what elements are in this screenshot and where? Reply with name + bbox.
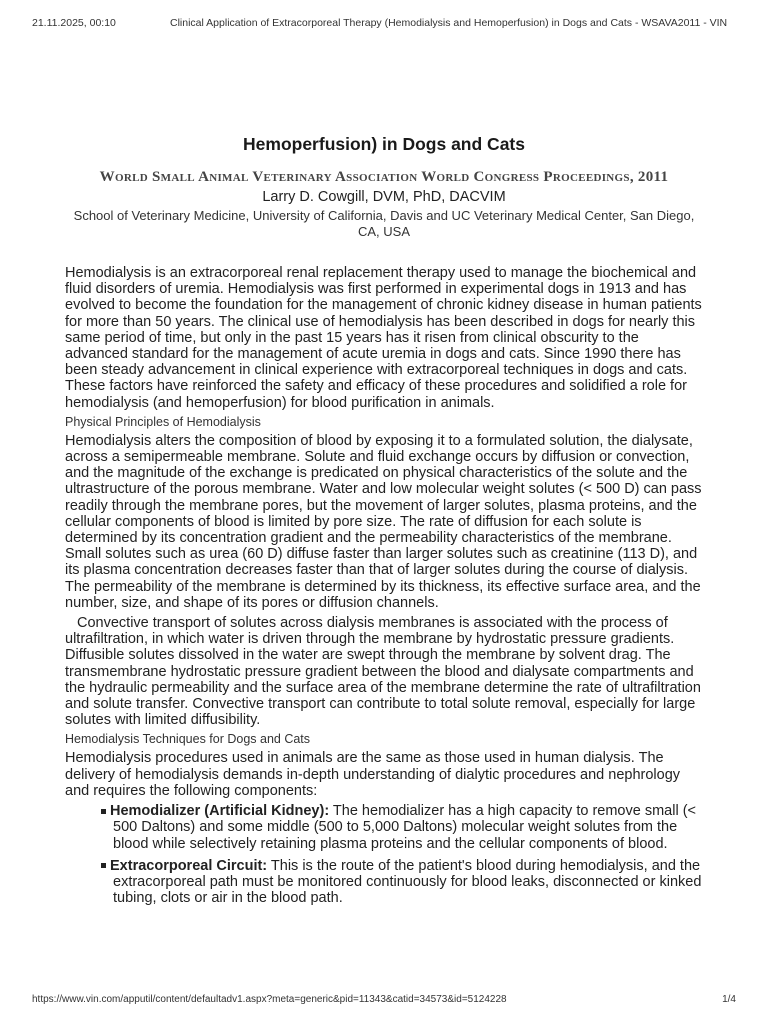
components-list <box>65 803 705 906</box>
bullet-icon <box>101 809 106 814</box>
print-date: 21.11.2025, 00:10 <box>32 17 116 29</box>
hemodialysis-techniques-paragraph: Hemodialysis procedures used in animals are the same as those used in human dialysis. The delivery of hemodialysis demands in-depth understanding of dialytic procedures and nephrology and requires the following components: <box>65 750 681 799</box>
physical-principles-paragraph-2: Convective transport of solutes across dialysis membranes is associated with the process of ultrafiltration, in which water is driven through the membrane by hydrostatic pressure gradients. Diffusible solutes dissolved in the water are swept through the membrane by solvent drag. The transmembrane hydrostatic pressure gradient between the blood and dialysate compartments and the hydraulic permeability and the surface area of the membrane determine the rate of ultrafiltration and solute transfer. Convective transport can contribute to total solute removal, especially for large solutes with limited diffusibility. <box>65 615 701 729</box>
bullet-icon <box>101 863 106 868</box>
article-title: Hemoperfusion) in Dogs and Cats <box>243 134 525 154</box>
list-item <box>101 803 705 852</box>
author-line: Larry D. Cowgill, DVM, PhD, DACVIM <box>262 189 506 205</box>
list-item <box>101 858 705 907</box>
article-body <box>65 265 705 912</box>
page-url: https://www.vin.com/apputil/content/defaultadv1.aspx?meta=generic&pid=11343&catid=34573&id=5124228 <box>32 994 507 1005</box>
list-item-term: Hemodializer (Artificial Kidney): <box>110 803 330 820</box>
physical-principles-paragraph-1: Hemodialysis alters the composition of blood by exposing it to a formulated solution, the dialysate, across a semipermeable membrane. Solute and fluid exchange occurs by diffusion or convection, and the magnitude of the exchange is predicated on physical characteristics of the solute and the ultrastructure of the porous membrane. Water and low molecular weight solutes (< 500 D) can pass readily through the membrane pores, but the movement of larger solutes, plasma proteins, and the cellular components of blood is limited by pore size. The rate of diffusion for each solute is determined by its concentration gradient and the permeability characteristics of the membrane. Small solutes such as urea (60 D) diffuse faster than larger solutes such as creatinine (113 D), and its plasma concentration decreases faster than that of larger solutes during the course of dialysis. The permeability of the membrane is determined by its thickness, its effective surface area, and the number, size, and shape of its pores or diffusion channels. <box>65 432 702 611</box>
print-header <box>32 17 736 31</box>
list-item-term: Extracorporeal Circuit: <box>110 857 268 874</box>
print-footer <box>32 994 736 1008</box>
affiliation-line: School of Veterinary Medicine, University of California, Davis and UC Veterinary Medical Center, San Diego, CA, USA <box>73 208 695 239</box>
list-item-text: The hemodializer has a high capacity to remove small (< 500 Daltons) and some middle (500 to 5,000 Daltons) molecular weight solutes from the blood while selectively retaining plasma proteins and the cellular components of blood. <box>113 803 696 852</box>
print-document-title: Clinical Application of Extracorporeal Therapy (Hemodialysis and Hemoperfusion) in Dogs and Cats - WSAVA2011 - VIN <box>170 17 728 29</box>
section-heading-physical-principles: Physical Principles of Hemodialysis <box>65 414 261 429</box>
list-item-text: This is the route of the patient's blood during hemodialysis, and the extracorporeal path must be monitored continuously for blood leaks, disconnected or kinked tubing, clots or air in the blood path. <box>113 857 702 907</box>
section-heading-hemodialysis-techniques: Hemodialysis Techniques for Dogs and Cats <box>65 732 311 747</box>
proceedings-line: World Small Animal Veterinary Association World Congress Proceedings, 2011 <box>99 169 669 185</box>
intro-paragraph: Hemodialysis is an extracorporeal renal replacement therapy used to manage the biochemical and fluid disorders of uremia. Hemodialysis was first performed in experimental dogs in 1913 and has evolved to become the foundation for the management of chronic kidney disease in human patients for more than 50 years. The clinical use of hemodialysis has been described in dogs for nearly this same period of time, but only in the past 15 years has it risen from clinical obscurity to the advanced standard for the management of acute uremia in dogs and cats. Since 1990 there has been steady advancement in clinical experience with extracorporeal techniques in dogs and cats. These factors have reinforced the safety and efficacy of these procedures and solidified a role for hemodialysis (and hemoperfusion) for blood purification in animals. <box>65 265 702 411</box>
page-number: 1/4 <box>722 994 736 1005</box>
